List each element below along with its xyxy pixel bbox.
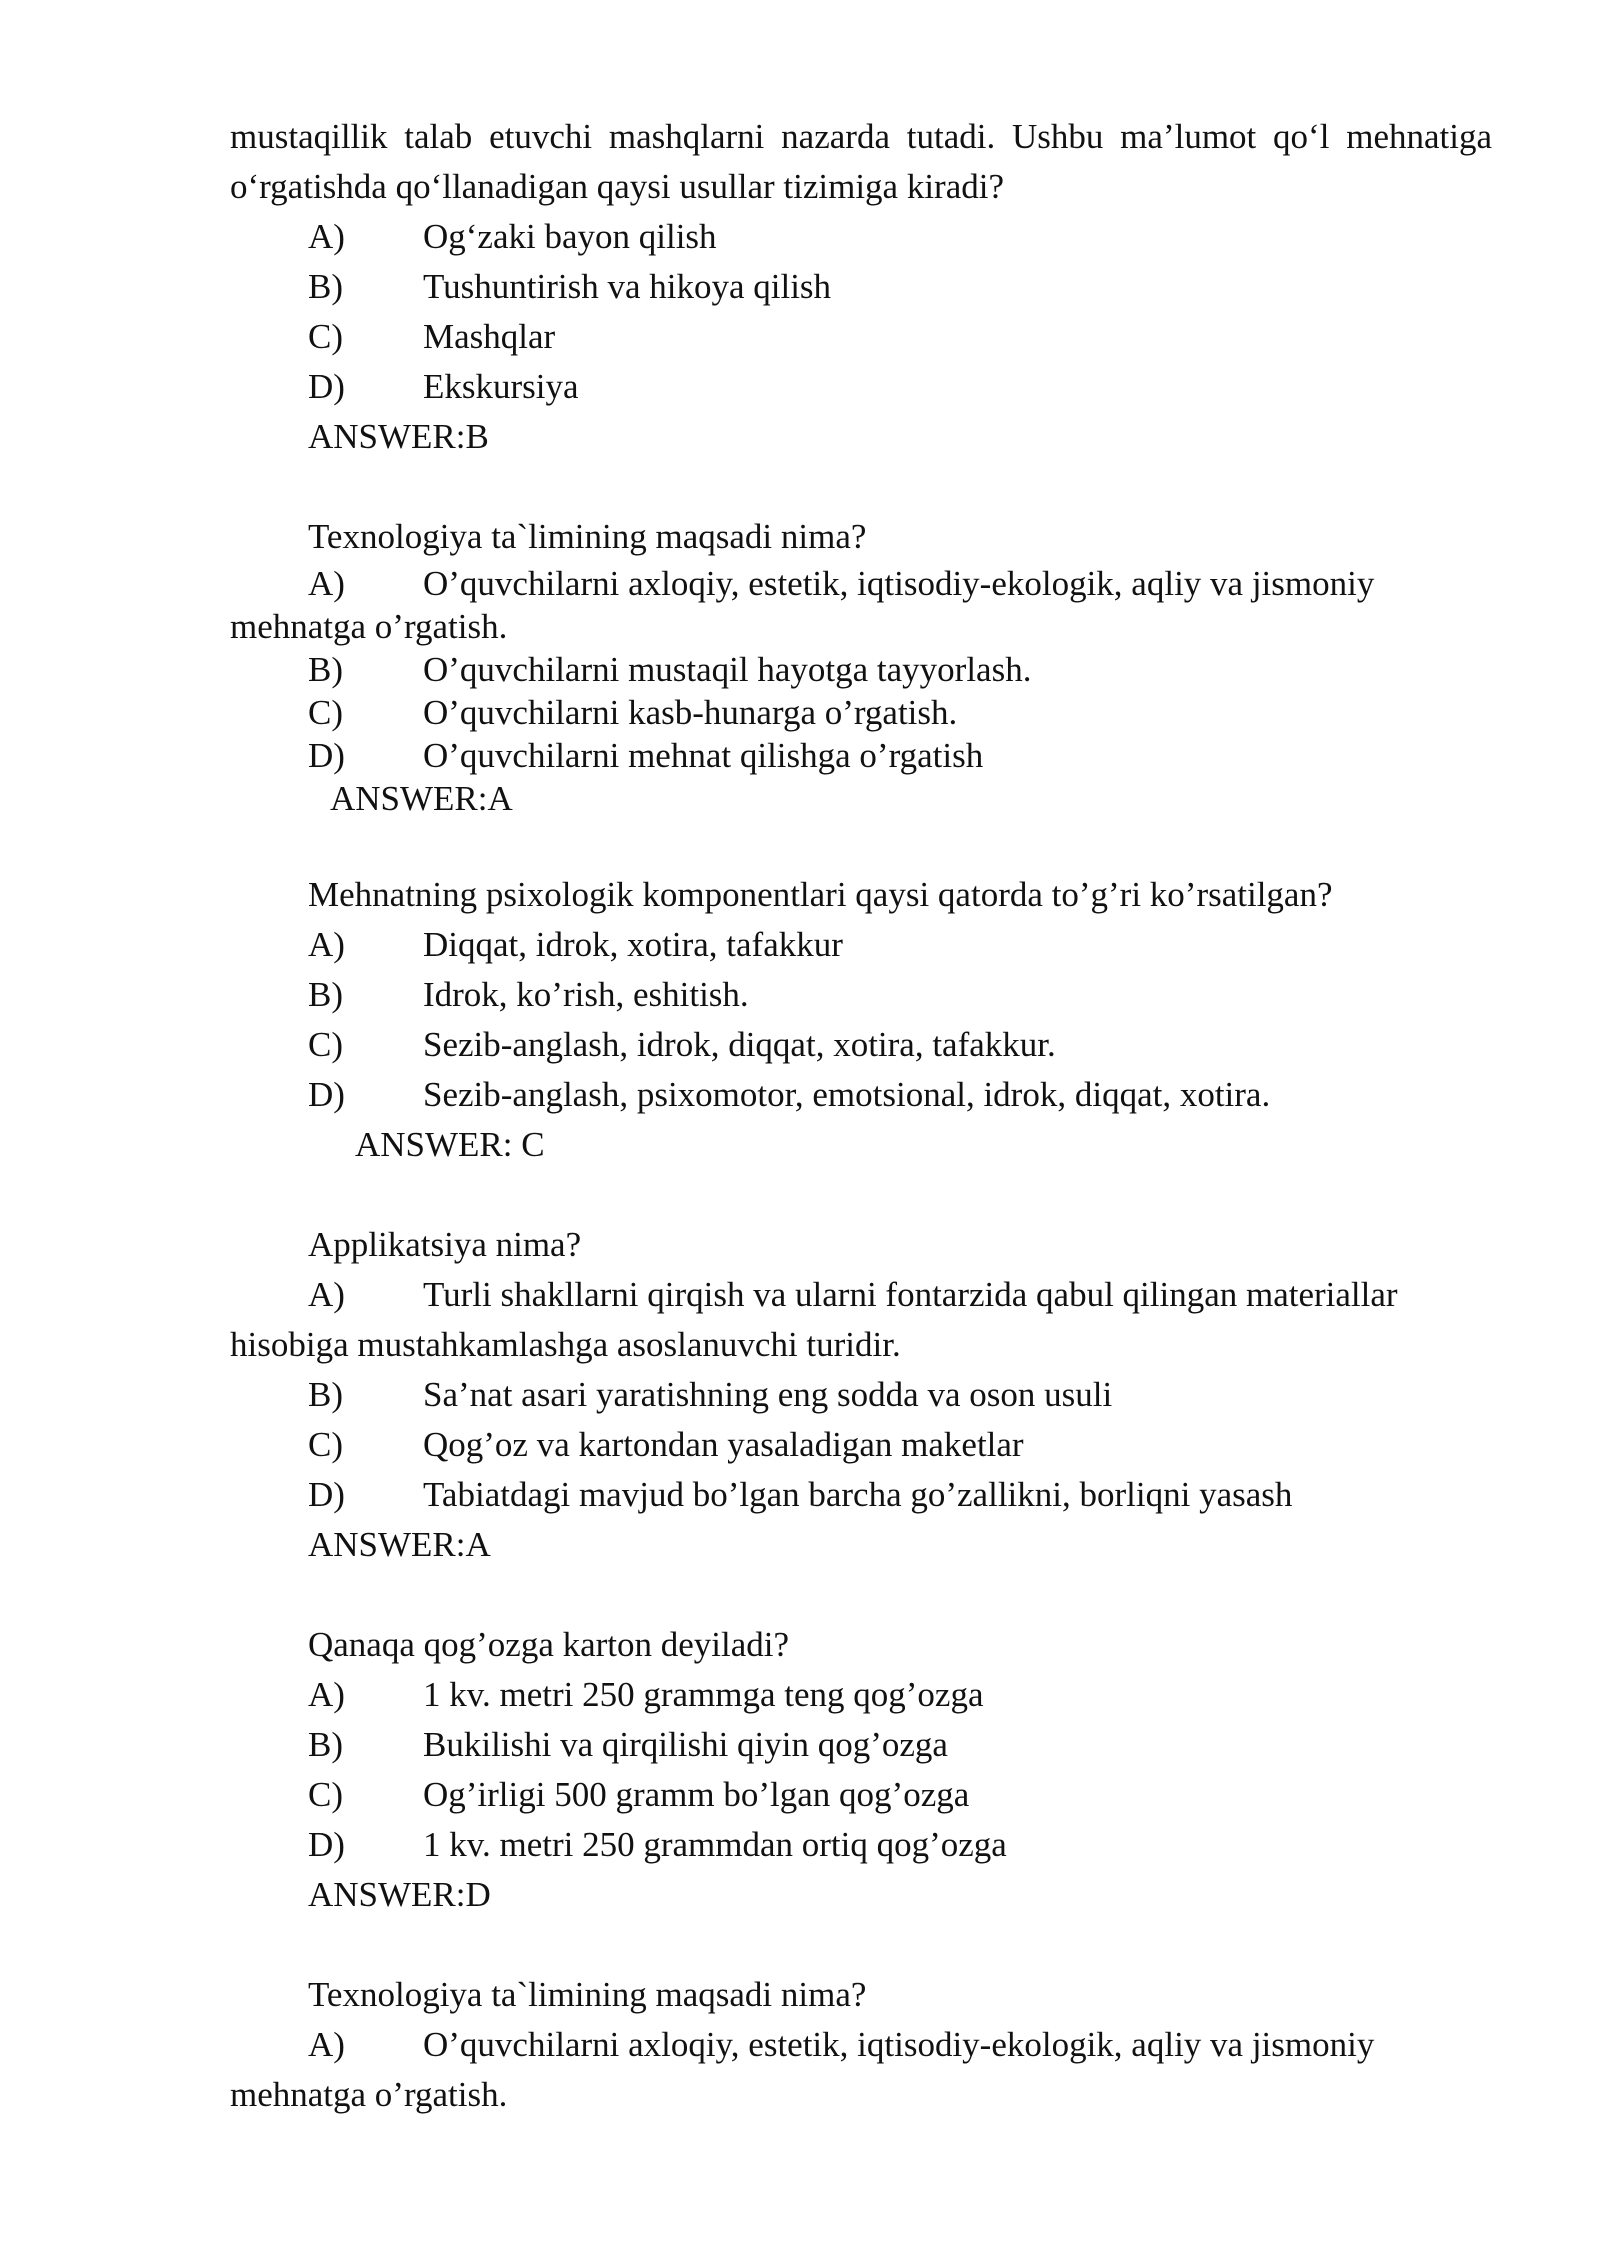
option-text: O’quvchilarni kasb-hunarga o’rgatish. (423, 693, 958, 732)
question-block-1 (230, 112, 1492, 462)
option-text: O’quvchilarni axloqiy, estetik, iqtisodiy-ekologik, aqliy va jismoniy (423, 2025, 1375, 2064)
option-a (230, 1670, 1492, 1720)
option-a-continued: hisobiga mustahkamlashga asoslanuvchi turidir. (230, 1325, 901, 1364)
option-a (230, 920, 1492, 970)
option-b (230, 970, 1492, 1020)
option-c (230, 691, 1492, 734)
option-text: Qog’oz va kartondan yasaladigan maketlar (423, 1425, 1024, 1464)
option-text: Mashqlar (423, 317, 556, 356)
spacer (230, 820, 1492, 870)
option-b (230, 1720, 1492, 1770)
option-text: Tabiatdagi mavjud bo’lgan barcha go’zallikni, borliqni yasash (423, 1475, 1293, 1514)
option-a (230, 562, 1492, 605)
option-a-continued: mehnatga o’rgatish. (230, 607, 508, 646)
question-line-1: mustaqillik talab etuvchi mashqlarni nazarda tutadi. Ushbu ma’lumot qo‘l (230, 117, 1330, 156)
option-text: Turli shakllarni qirqish va ularni fontarzida qabul qilingan materiallar (423, 1275, 1398, 1314)
option-b (230, 648, 1492, 691)
question-block-2 (230, 512, 1492, 820)
option-letter: A) (308, 1675, 345, 1714)
option-text: O’quvchilarni mustaqil hayotga tayyorlash. (423, 650, 1032, 689)
option-letter: C) (308, 1775, 343, 1814)
question-block-6 (230, 1970, 1492, 2120)
option-letter: A) (308, 217, 345, 256)
option-a (230, 2020, 1492, 2070)
option-text: Idrok, ko’rish, eshitish. (423, 975, 749, 1014)
option-text: O’quvchilarni mehnat qilishga o’rgatish (423, 736, 984, 775)
option-letter: D) (308, 1475, 345, 1514)
question-block-5 (230, 1620, 1492, 1920)
question-text: Texnologiya ta`limining maqsadi nima? (308, 1975, 867, 2014)
option-letter: A) (308, 2025, 345, 2064)
option-c (230, 1020, 1492, 1070)
question-text: Texnologiya ta`limining maqsadi nima? (308, 517, 867, 556)
option-a-continued: mehnatga o’rgatish. (230, 2075, 508, 2114)
option-text: Sezib-anglash, idrok, diqqat, xotira, tafakkur. (423, 1025, 1056, 1064)
spacer (230, 462, 1492, 512)
option-letter: C) (308, 317, 343, 356)
option-letter: D) (308, 736, 345, 775)
option-letter: B) (308, 1725, 343, 1764)
spacer (230, 1920, 1492, 1970)
spacer (230, 1570, 1492, 1620)
option-text: Bukilishi va qirqilishi qiyin qog’ozga (423, 1725, 948, 1764)
option-letter: A) (308, 1275, 345, 1314)
answer-line: ANSWER:B (308, 417, 489, 456)
answer-line: ANSWER:D (308, 1875, 491, 1914)
option-letter: C) (308, 1025, 343, 1064)
option-d (230, 1070, 1492, 1120)
option-d (230, 1470, 1492, 1520)
question-text: Mehnatning psixologik komponentlari qaysi qatorda to’g’ri ko’rsatilgan? (308, 875, 1333, 914)
spacer (230, 1170, 1492, 1220)
option-letter: B) (308, 1375, 343, 1414)
option-d (230, 362, 1492, 412)
option-letter: B) (308, 975, 343, 1014)
option-text: Og‘zaki bayon qilish (423, 217, 717, 256)
option-letter: A) (308, 564, 345, 603)
option-letter: D) (308, 1075, 345, 1114)
question-block-3 (230, 870, 1492, 1170)
option-a (230, 212, 1492, 262)
option-c (230, 1770, 1492, 1820)
question-text-continued (230, 112, 1492, 212)
option-text: Og’irligi 500 gramm bo’lgan qog’ozga (423, 1775, 970, 1814)
option-text: Sezib-anglash, psixomotor, emotsional, idrok, diqqat, xotira. (423, 1075, 1271, 1114)
answer-line: ANSWER:A (330, 779, 513, 818)
option-b (230, 1370, 1492, 1420)
option-text: O’quvchilarni axloqiy, estetik, iqtisodiy-ekologik, aqliy va jismoniy (423, 564, 1375, 603)
option-text: Ekskursiya (423, 367, 579, 406)
question-line-2: mehnatiga o‘rgatishda qo‘llanadigan qaysi usullar tizimiga kiradi? (230, 117, 1493, 206)
option-d (230, 734, 1492, 777)
option-letter: B) (308, 267, 343, 306)
answer-line: ANSWER:A (308, 1525, 491, 1564)
option-letter: C) (308, 693, 343, 732)
answer-line: ANSWER: C (355, 1125, 545, 1164)
option-c (230, 1420, 1492, 1470)
option-b (230, 262, 1492, 312)
question-text: Applikatsiya nima? (308, 1225, 582, 1264)
question-block-4 (230, 1220, 1492, 1570)
option-letter: B) (308, 650, 343, 689)
page-text (230, 112, 1492, 2120)
option-letter: C) (308, 1425, 343, 1464)
option-letter: A) (308, 925, 345, 964)
option-text: 1 kv. metri 250 grammdan ortiq qog’ozga (423, 1825, 1007, 1864)
option-c (230, 312, 1492, 362)
option-letter: D) (308, 1825, 345, 1864)
option-a (230, 1270, 1492, 1320)
option-text: Diqqat, idrok, xotira, tafakkur (423, 925, 843, 964)
option-d (230, 1820, 1492, 1870)
option-text: Tushuntirish va hikoya qilish (423, 267, 832, 306)
option-text: Sa’nat asari yaratishning eng sodda va oson usuli (423, 1375, 1113, 1414)
question-text: Qanaqa qog’ozga karton deyiladi? (308, 1625, 790, 1664)
option-text: 1 kv. metri 250 grammga teng qog’ozga (423, 1675, 984, 1714)
option-letter: D) (308, 367, 345, 406)
